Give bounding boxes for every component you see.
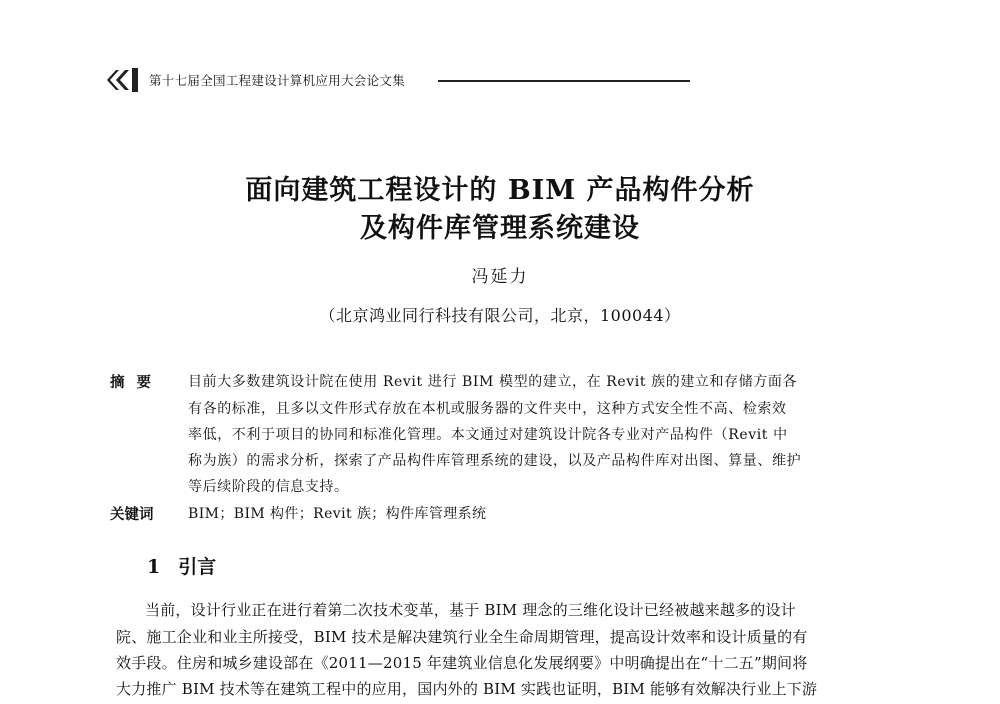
affiliation: （北京鸿业同行科技有限公司，北京，100044） (319, 306, 681, 325)
body-paragraph-line: 当前，设计行业正在进行着第二次技术变革，基于 BIM 理念的三维化设计已经被越来越多的设计 (145, 601, 796, 619)
paper-title-line-1: 面向建筑工程设计的 BIM 产品构件分析 (245, 175, 755, 206)
section-title: 引言 (178, 556, 217, 578)
chevron-mark-icon (105, 66, 143, 94)
abstract-line: 有各的标准，且多以文件形式存放在本机或服务器的文件夹中，这种方式安全性不高、检索效 (188, 401, 787, 417)
section-heading (147, 552, 216, 579)
abstract-label: 摘要 (110, 375, 163, 391)
body-paragraph-line: 院、施工企业和业主所接受，BIM 技术是解决建筑行业全生命周期管理，提高设计效率和设计质量的有 (116, 628, 808, 646)
keywords-text: BIM；BIM 构件；Revit 族；构件库管理系统 (188, 506, 487, 522)
abstract-line: 目前大多数建筑设计院在使用 Revit 进行 BIM 模型的建立，在 Revit 族的建立和存储方面各 (188, 374, 798, 390)
section-number: 1 (147, 556, 161, 578)
abstract-line: 称为族）的需求分析，探索了产品构件库管理系统的建设，以及产品构件库对出图、算量、维护 (188, 453, 802, 469)
paper-title-line-2: 及构件库管理系统建设 (360, 213, 640, 244)
body-paragraph-line: 大力推广 BIM 技术等在建筑工程中的应用，国内外的 BIM 实践也证明，BIM 能够有效解决行业上下游 (116, 680, 818, 698)
running-head-rule (438, 80, 690, 82)
author: 冯延力 (471, 267, 529, 287)
running-head (105, 66, 705, 94)
abstract-line: 率低，不利于项目的协同和标准化管理。本文通过对建筑设计院各专业对产品构件（Revit 中 (188, 427, 788, 443)
keywords-label: 关键词 (110, 507, 154, 523)
body-paragraph-line: 效手段。住房和城乡建设部在《2011—2015 年建筑业信息化发展纲要》中明确提出在“十二五”期间将 (116, 654, 808, 672)
abstract-line: 等后续阶段的信息支持。 (188, 479, 349, 495)
running-head-text: 第十七届全国工程建设计算机应用大会论文集 (149, 73, 406, 88)
